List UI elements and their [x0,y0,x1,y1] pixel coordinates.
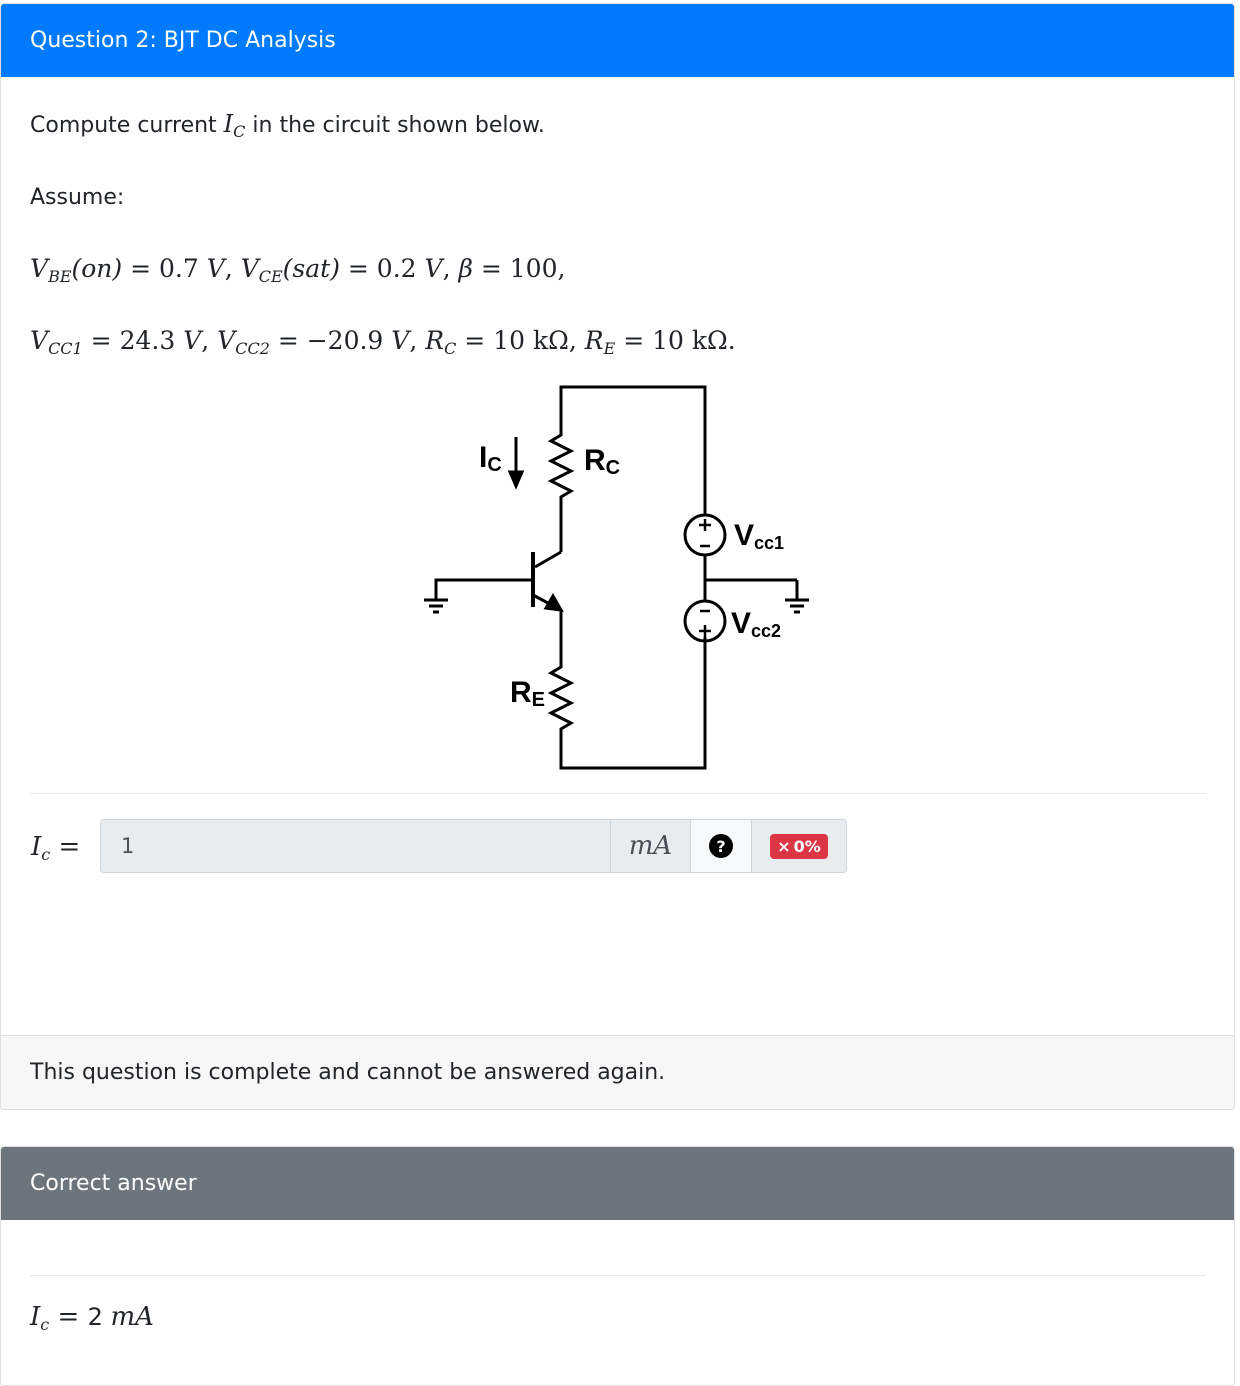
bjt-circuit-diagram [401,382,821,782]
ic-label: IC [479,441,502,476]
answer-input-group [100,819,847,873]
correct-answer-header [1,1147,1234,1220]
rc-label: RC [584,444,621,479]
re-label: RE [510,676,546,711]
question-mark-icon[interactable]: ? [709,834,733,858]
question-card [0,3,1235,1110]
emitter-arrow [546,596,561,610]
question-prompt: Compute current $I_C$ in the circuit shown below. [30,110,545,141]
score-badge [770,834,828,859]
correct-answer-title: Correct answer [30,1171,197,1196]
score-area [752,820,846,872]
vcc2-label: Vcc2 [731,607,782,641]
score-value: 0% [793,836,821,856]
ic-arrowhead [510,472,522,486]
correct-answer-card [0,1146,1235,1386]
re-resistor [551,610,705,768]
question-header [1,4,1234,77]
question-footer [1,1035,1234,1109]
correct-answer-value: $I_c = 2$ mA [30,1302,154,1334]
assumption-line-2: $V_{CC1} = 24.3$ V, $V_{CC2} = -20.9$ V, $R_C = 10$ kΩ, $R_E = 10$ kΩ. [30,326,736,358]
answer-input[interactable] [101,820,611,872]
assumption-line-1: $V_{BE}(on) = 0.7$ V, $V_{CE}(sat) = 0.2$ V, β = 100, [30,254,566,286]
answer-label: $I_c$ = [31,832,81,864]
divider [30,1275,1206,1276]
footer-text: This question is complete and cannot be answered again. [30,1060,666,1085]
base-wire [436,580,533,600]
unit-label: mA [611,820,691,872]
times-icon: × [777,836,791,856]
collector-lead [535,552,561,567]
vcc1-label: Vcc1 [734,519,785,553]
rc-resistor [551,419,571,552]
question-title: Question 2: BJT DC Analysis [30,28,336,53]
top-wire [561,387,705,515]
divider [30,793,1206,794]
assume-label: Assume: [30,185,125,210]
help-button[interactable] [691,820,752,872]
